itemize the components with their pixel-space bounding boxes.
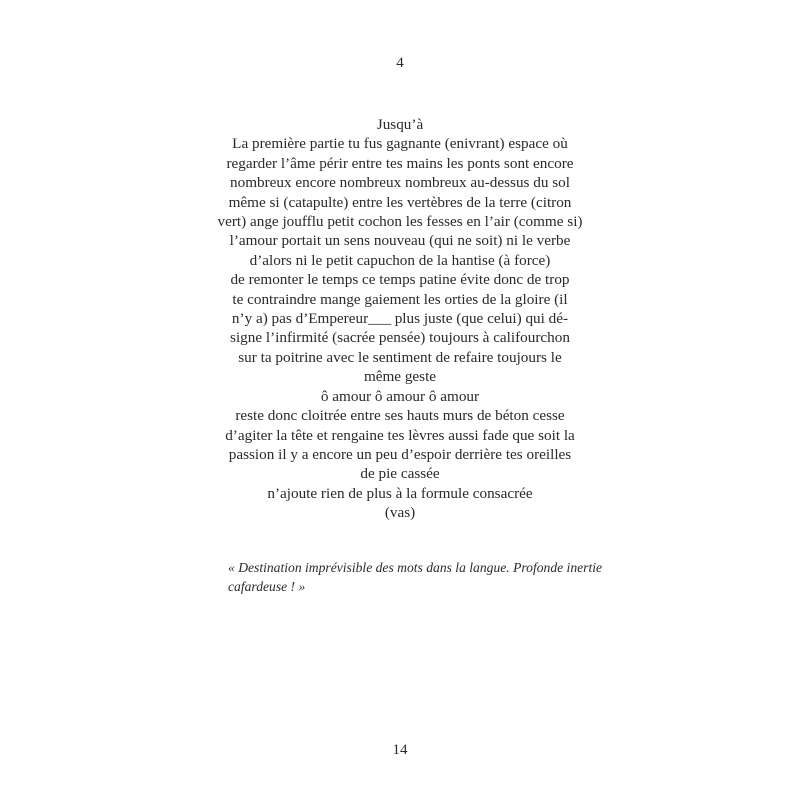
poem-line: reste donc cloitrée entre ses hauts murs de béton cesse [235,407,565,425]
page-number: 14 [392,742,408,758]
epigraph-quote [228,558,603,596]
epigraph-line: cafardeuse ! » [228,579,306,594]
poem-line: regarder l’âme périr entre tes mains les ponts sont encore [226,154,574,172]
poem-line: ô amour ô amour ô amour [320,387,480,405]
poem-line: même geste [363,368,437,386]
poem-line: l’amour portait un sens nouveau (qui ne soit) ni le verbe [229,232,571,250]
poem-line: n’ajoute rien de plus à la formule consacrée [267,484,533,502]
poem-line: te contraindre mange gaiement les orties de la gloire (il [232,290,568,308]
poem-line: d’alors ni le petit capuchon de la hantise (à force) [249,251,551,269]
poem-line: vert) ange joufflu petit cochon les fesses en l’air (comme si) [217,213,583,231]
poem-line: passion il y a encore un peu d’espoir derrière tes oreilles [228,445,572,463]
epigraph-line: « Destination imprévisible des mots dans la langue. Profonde inertie [228,560,603,575]
poem-line: même si (catapulte) entre les vertèbres de la terre (citron [228,193,572,211]
poem-line: sur ta poitrine avec le sentiment de refaire toujours le [238,348,562,366]
poem-line: n’y a) pas d’Empereur___ plus juste (que celui) qui dé- [231,310,569,328]
poem-line: d’agiter la tête et rengaine tes lèvres aussi fade que soit la [225,426,575,444]
poem-line: Jusqu’à [376,116,424,133]
poem-line: de pie cassée [360,465,440,483]
poem-line: La première partie tu fus gagnante (enivrant) espace où [232,135,568,153]
poem-line: signe l’infirmité (sacrée pensée) toujours à califourchon [230,329,570,347]
poem-line: nombreux encore nombreux nombreux au-dessus du sol [230,174,570,192]
poem-body [190,115,610,523]
poem-line: (vas) [384,504,416,522]
poem-line: de remonter le temps ce temps patine évite donc de trop [230,271,570,289]
chapter-number: 4 [396,55,404,71]
